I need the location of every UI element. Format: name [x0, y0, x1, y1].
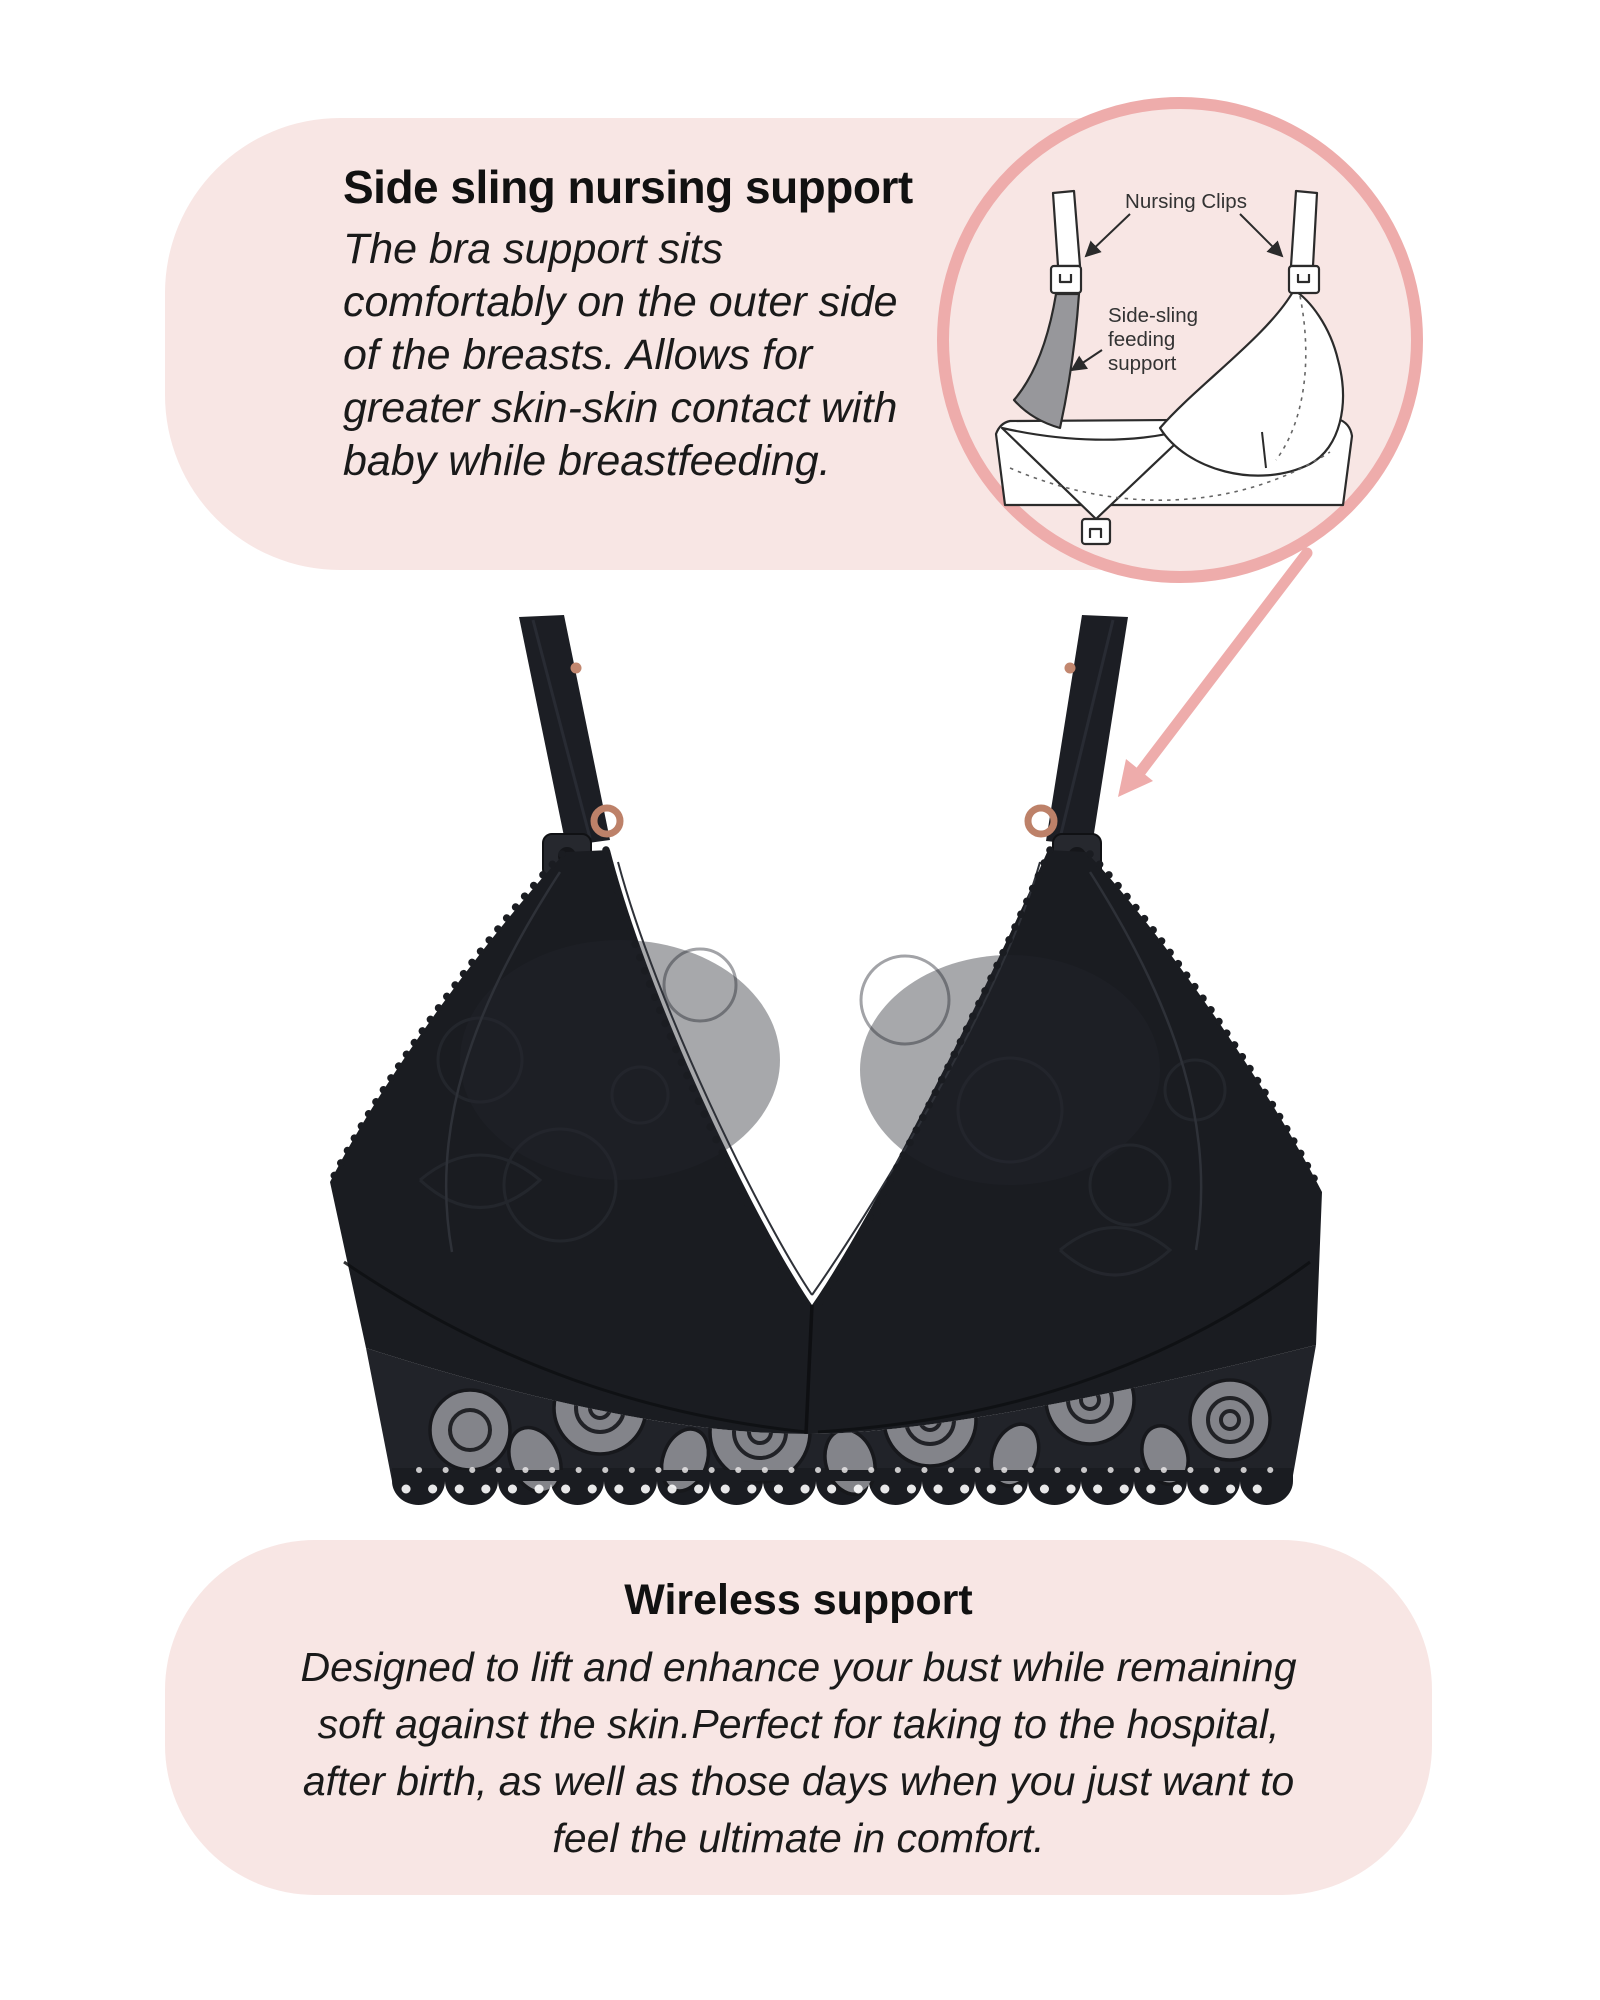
- diagram-left-clip: [1051, 266, 1081, 293]
- top-callout-line: comfortably on the outer side: [343, 277, 898, 326]
- right-strap-slider: [1065, 663, 1076, 674]
- bottom-callout-line: after birth, as well as those days when you just want to: [302, 1758, 1295, 1804]
- side-sling-diagram: [943, 103, 1417, 577]
- bottom-callout-line: Designed to lift and enhance your bust while remaining: [300, 1644, 1297, 1690]
- diagram-right-clip: [1289, 266, 1319, 293]
- top-callout-line: The bra support sits: [343, 224, 724, 273]
- diagram-label-nursing-clips: Nursing Clips: [1125, 190, 1247, 213]
- top-callout-line: of the breasts. Allows for: [343, 330, 813, 379]
- bottom-callout-line: soft against the skin.Perfect for taking to the hospital,: [317, 1701, 1280, 1747]
- bottom-callout-line: feel the ultimate in comfort.: [552, 1815, 1045, 1861]
- diagram-bottom-clip: [1082, 519, 1110, 544]
- diagram-left-strap: [1053, 191, 1080, 266]
- bra-cup-shading-left: [460, 940, 780, 1180]
- top-callout-line: greater skin-skin contact with: [343, 383, 898, 432]
- product-photo-bra: [330, 615, 1322, 1505]
- bra-body: [330, 850, 1322, 1434]
- diagram-right-strap: [1291, 191, 1317, 266]
- connector-arrow-icon: [1118, 553, 1307, 797]
- top-callout-line: baby while breastfeeding.: [343, 436, 831, 485]
- connector-arrow-shaft: [1141, 553, 1307, 771]
- diagram-label-side-sling-3: support: [1108, 352, 1177, 375]
- bottom-callout-title: Wireless support: [624, 1576, 973, 1624]
- left-strap-slider: [571, 663, 582, 674]
- diagram-label-side-sling-2: feeding: [1108, 328, 1176, 351]
- top-callout-title: Side sling nursing support: [343, 161, 913, 213]
- diagram-label-side-sling-1: Side-sling: [1108, 304, 1199, 327]
